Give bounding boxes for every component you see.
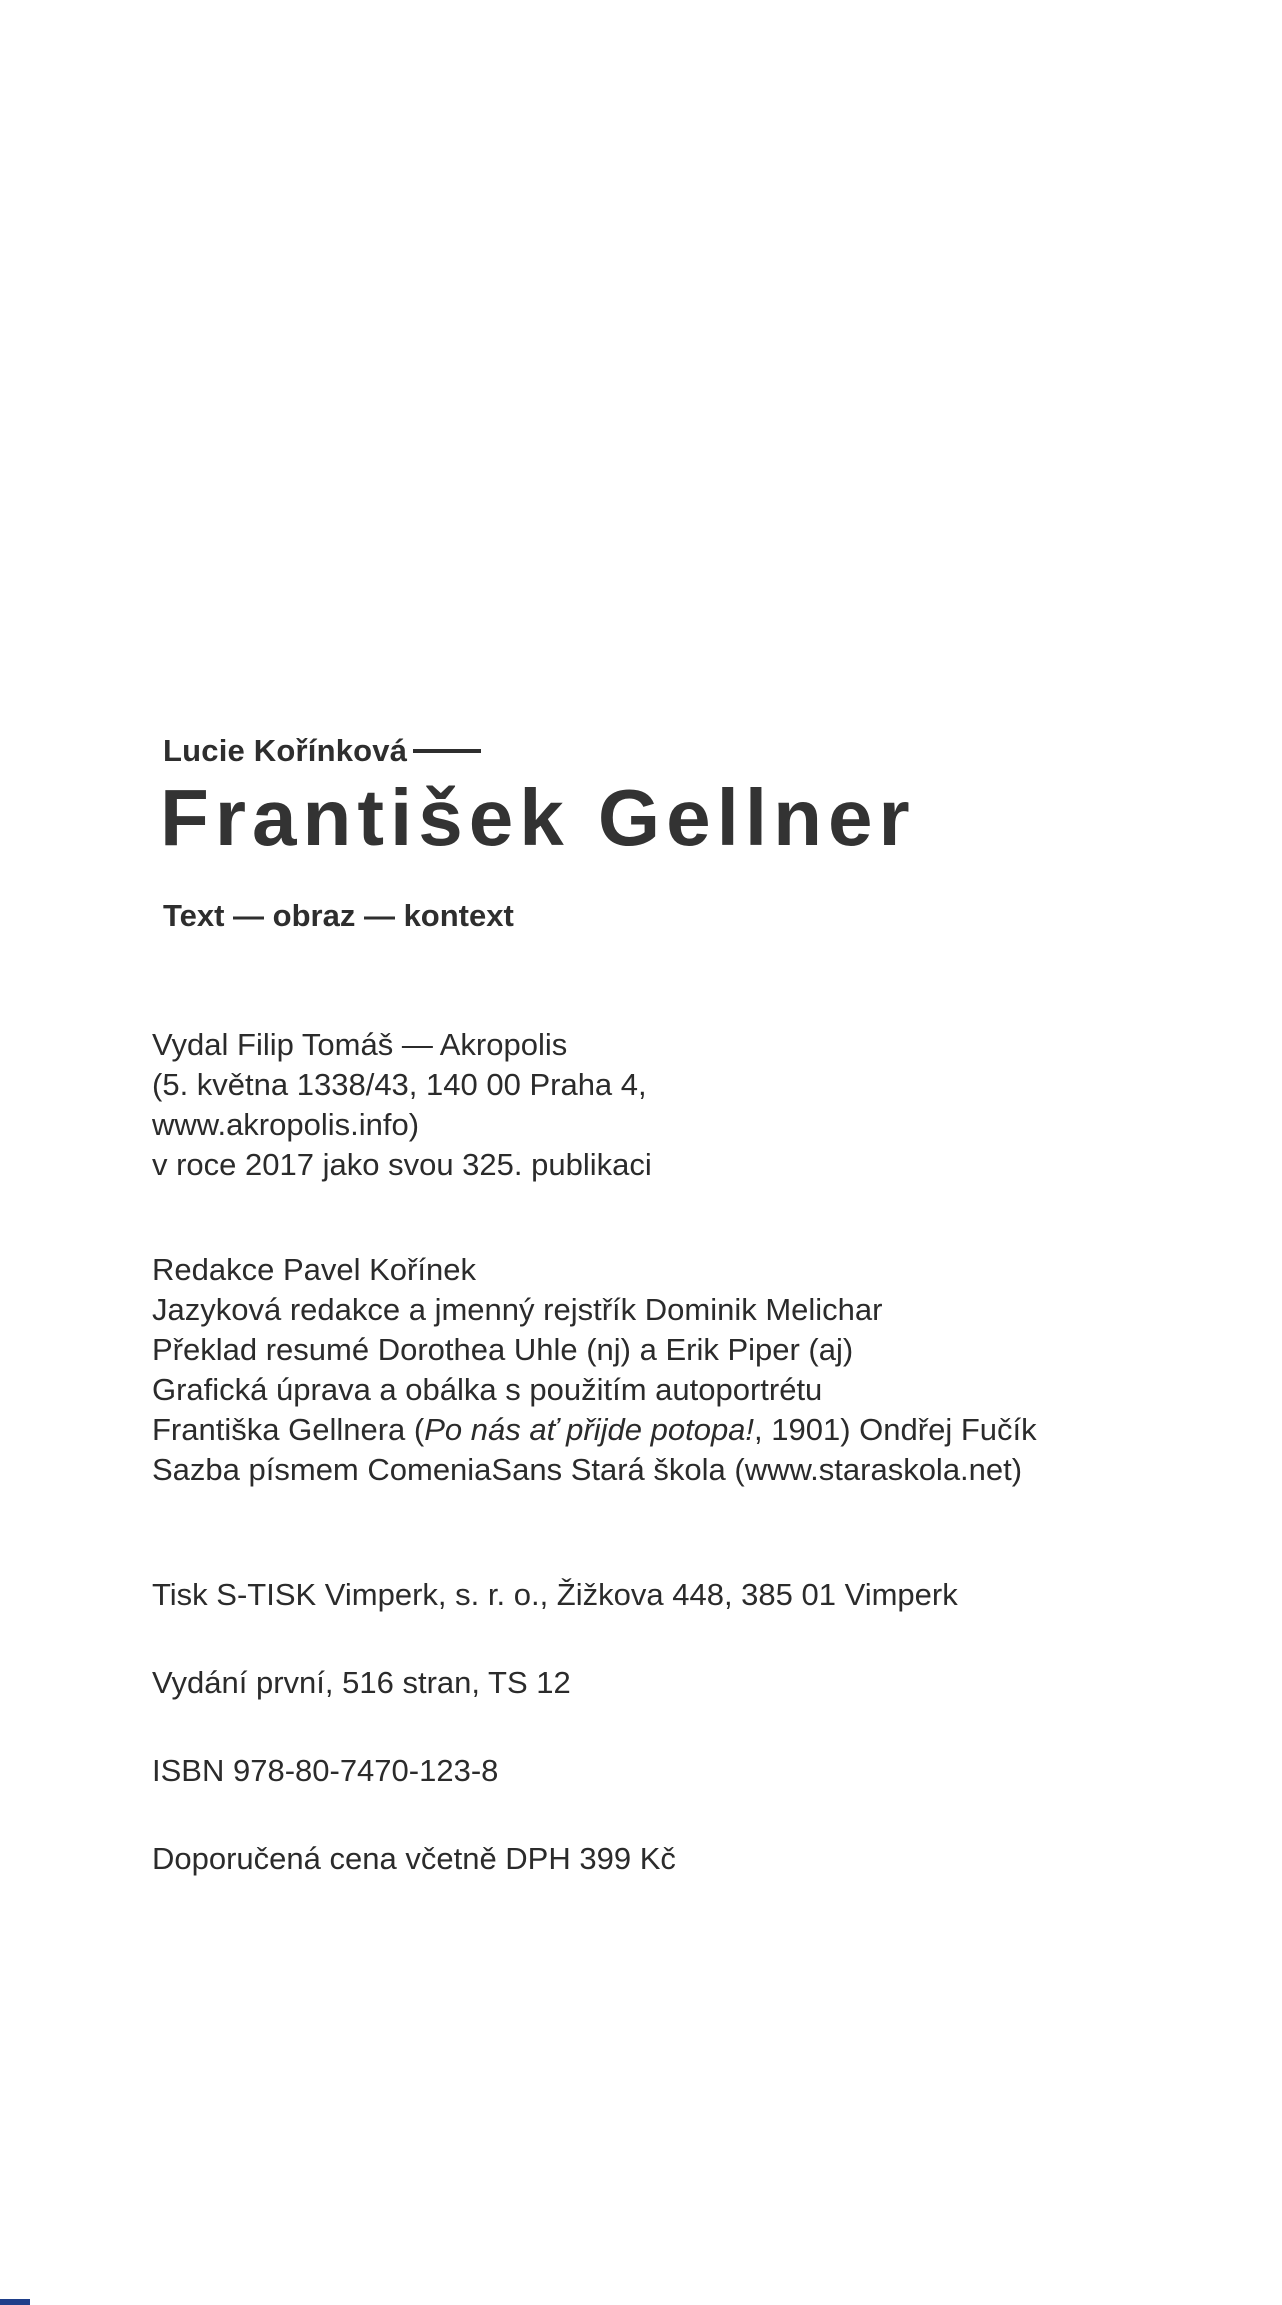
price-line: Doporučená cena včetně DPH 399 Kč: [152, 1841, 676, 1876]
typesetting-line: Sazba písmem ComeniaSans Stará škola (www.staraskola.net): [152, 1452, 1023, 1487]
language-editor-line: Jazyková redakce a jmenný rejstřík Dominik Melichar: [152, 1292, 883, 1327]
book-title: František Gellner: [160, 773, 916, 862]
publisher-web-line: www.akropolis.info): [152, 1107, 420, 1142]
edition-line: Vydání první, 516 stran, TS 12: [152, 1665, 571, 1700]
publisher-address-line: (5. května 1338/43, 140 00 Praha 4,: [152, 1067, 647, 1102]
design-text-after: , 1901) Ondřej Fučík: [754, 1412, 1037, 1447]
design-text-before: Františka Gellnera (: [152, 1412, 425, 1447]
publisher-block: [152, 1025, 652, 1185]
design-line: Grafická úprava a obálka s použitím autoportrétu: [152, 1372, 823, 1407]
design-line-continued: [152, 1410, 1037, 1450]
translation-line: Překlad resumé Dorothea Uhle (nj) a Erik Piper (aj): [152, 1332, 854, 1367]
author-line: [163, 733, 481, 769]
editor-line: Redakce Pavel Kořínek: [152, 1252, 476, 1287]
publication-year-line: v roce 2017 jako svou 325. publikaci: [152, 1147, 652, 1182]
print-line: Tisk S-TISK Vimperk, s. r. o., Žižkova 448, 385 01 Vimperk: [152, 1577, 958, 1612]
credits-block: [152, 1250, 1037, 1490]
publisher-line: Vydal Filip Tomáš — Akropolis: [152, 1027, 568, 1062]
scan-edge-mark: [0, 2299, 30, 2305]
book-subtitle: Text — obraz — kontext: [163, 898, 514, 933]
author-name: Lucie Kořínková: [163, 733, 408, 768]
author-rule: [413, 749, 481, 753]
isbn-line: ISBN 978-80-7470-123-8: [152, 1753, 499, 1788]
artwork-title: Po nás ať přijde potopa!: [424, 1412, 755, 1447]
